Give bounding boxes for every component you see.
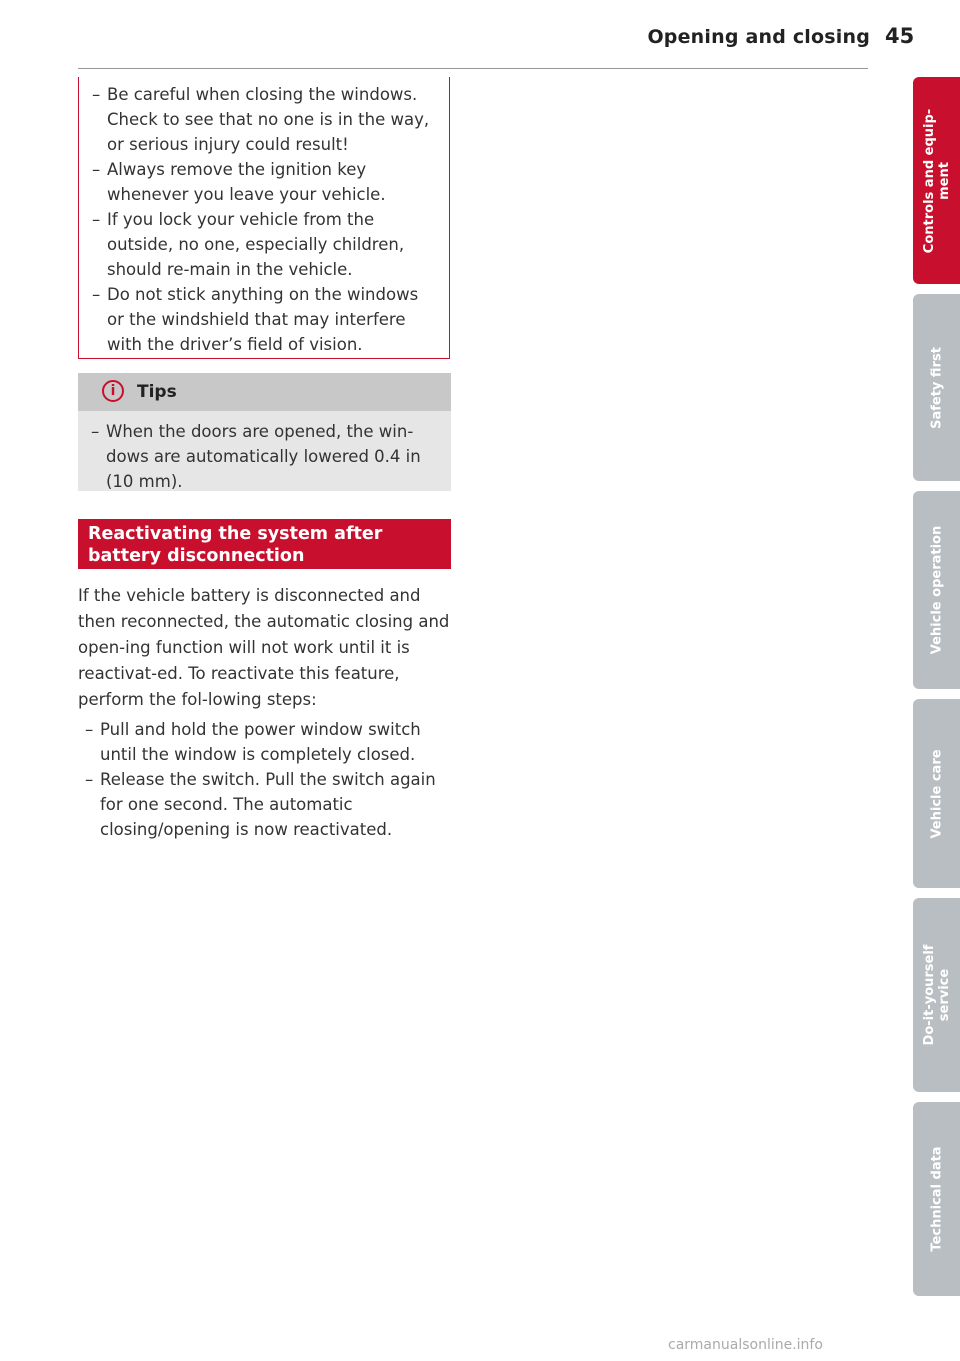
list-item: – When the doors are opened, the win-dows are automatically lowered 0.4 in (10 mm). [84, 419, 439, 494]
side-tab-label: Do-it-yourself service [921, 944, 952, 1046]
side-tab-label: Controls and equip- ment [921, 108, 952, 253]
steps-list [78, 717, 456, 842]
list-item: – Be careful when closing the windows. Check to see that no one is in the way, or serious injury could result! [85, 82, 440, 157]
side-tab-vehicle-operation[interactable] [913, 491, 960, 689]
side-tab-safety[interactable] [913, 294, 960, 481]
tips-box [78, 373, 451, 491]
list-item: – Pull and hold the power window switch until the window is completely closed. [78, 717, 456, 767]
chapter-title: Opening and closing [647, 26, 870, 48]
watermark: carmanualsonline.info [668, 1337, 823, 1353]
body-paragraph: If the vehicle battery is disconnected and then reconnected, the automatic closing and open-ing function will not work until it is reactivat-ed. To reactivate this feature, perform the fol-lowing steps: [78, 586, 450, 709]
info-icon: i [102, 380, 124, 402]
page-number: 45 [885, 24, 915, 48]
side-tab-do-it-yourself[interactable] [913, 898, 960, 1092]
list-item: – Release the switch. Pull the switch again for one second. The automatic closing/opening is now reactivated. [78, 767, 456, 842]
warning-box [78, 77, 450, 359]
page-header [0, 18, 960, 58]
list-item: – Always remove the ignition key whenever you leave your vehicle. [85, 157, 440, 207]
side-tab-label: Safety first [929, 346, 944, 429]
side-tab-technical-data[interactable] [913, 1102, 960, 1296]
tips-header [78, 373, 451, 411]
side-tab-label: Technical data [929, 1146, 944, 1252]
side-tab-vehicle-care[interactable] [913, 699, 960, 888]
list-item: – Do not stick anything on the windows or the windshield that may interfere with the driver’s field of vision. [85, 282, 440, 357]
side-tab-controls[interactable] [913, 77, 960, 284]
section-heading: Reactivating the system after battery disconnection [78, 519, 451, 569]
header-divider [78, 68, 868, 69]
side-tab-label: Vehicle operation [929, 525, 944, 655]
list-item: – If you lock your vehicle from the outside, no one, especially children, should re-main in the vehicle. [85, 207, 440, 282]
tips-list [84, 419, 439, 494]
warning-list [85, 82, 440, 357]
side-tab-label: Vehicle care [929, 748, 944, 839]
tips-title: Tips [137, 382, 177, 402]
